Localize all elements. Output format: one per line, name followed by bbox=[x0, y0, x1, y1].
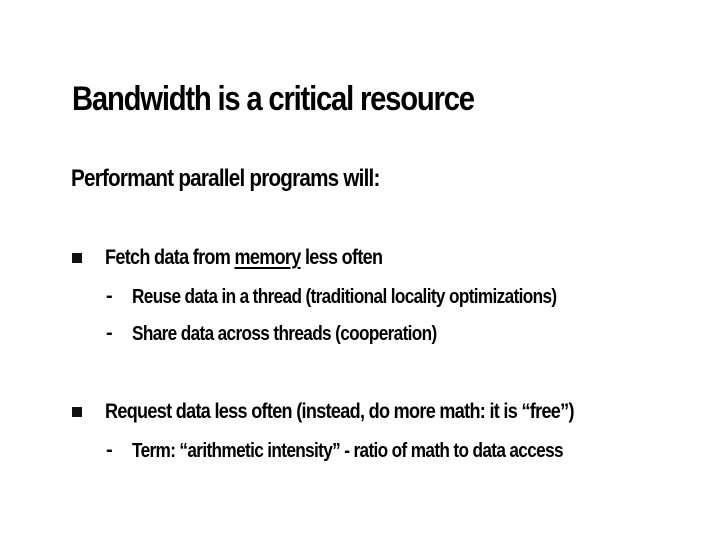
bullet-1-text-after: less often bbox=[300, 246, 383, 269]
dash-icon: - bbox=[106, 322, 113, 344]
dash-icon: - bbox=[106, 285, 113, 307]
bullet-2: Request data less often (instead, do more math: it is “free”) bbox=[105, 400, 574, 423]
bullet-1-text-before: Fetch data from bbox=[105, 246, 235, 269]
bullet-1-sub-2: Share data across threads (cooperation) bbox=[132, 323, 437, 345]
bullet-square-icon bbox=[72, 253, 82, 263]
slide-subtitle: Performant parallel programs will: bbox=[71, 165, 380, 192]
slide-title: Bandwidth is a critical resource bbox=[72, 80, 474, 118]
bullet-2-sub-1: Term: “arithmetic intensity” - ratio of math to data access bbox=[132, 440, 563, 462]
bullet-square-icon bbox=[72, 407, 82, 417]
dash-icon: - bbox=[106, 439, 113, 461]
bullet-1 bbox=[105, 244, 382, 272]
bullet-1-sub-1: Reuse data in a thread (traditional locality optimizations) bbox=[132, 286, 557, 308]
bullet-1-emphasis: memory bbox=[234, 246, 301, 269]
